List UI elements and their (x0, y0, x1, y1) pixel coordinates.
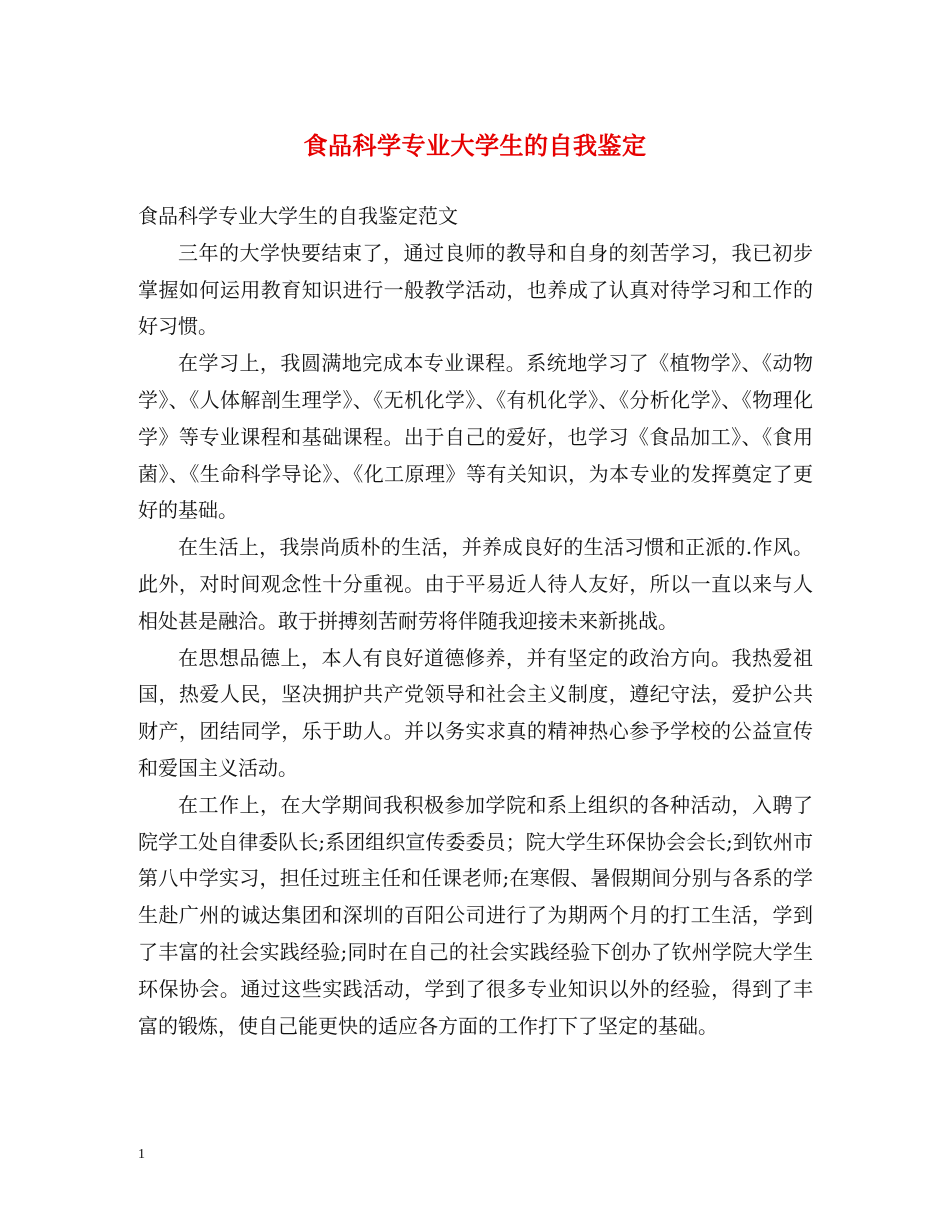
paragraph-morality: 在思想品德上，本人有良好道德修养，并有坚定的政治方向。我热爱祖国，热爱人民，坚决拥护共产党领导和社会主义制度，遵纪守法，爱护公共财产，团结同学，乐于助人。并以务实求真的精神热心参予学校的公益宣传和爱国主义活动。 (138, 645, 813, 780)
page-number: 1 (138, 1147, 145, 1162)
document-subtitle: 食品科学专业大学生的自我鉴定范文 (138, 204, 458, 228)
paragraph-life: 在生活上，我崇尚质朴的生活，并养成良好的生活习惯和正派的.作风。此外，对时间观念性十分重视。由于平易近人待人友好，所以一直以来与人相处甚是融洽。敢于拼搏刻苦耐劳将伴随我迎接未来新挑战。 (138, 535, 813, 633)
paragraph-intro: 三年的大学快要结束了，通过良师的教导和自身的刻苦学习，我已初步掌握如何运用教育知识进行一般教学活动，也养成了认真对待学习和工作的好习惯。 (138, 240, 813, 339)
paragraph-study: 在学习上，我圆满地完成本专业课程。系统地学习了《植物学》、《动物学》、《人体解剖生理学》、《无机化学》、《有机化学》、《分析化学》、《物理化学》等专业课程和基础课程。出于自己的爱好，也学习《食品加工》、《食用菌》、《生命科学导论》、《化工原理》等有关知识，为本专业的发挥奠定了更好的基础。 (138, 351, 813, 523)
paragraph-work: 在工作上，在大学期间我积极参加学院和系上组织的各种活动，入聘了院学工处自律委队长;系团组织宣传委委员；院大学生环保协会会长;到钦州市第八中学实习，担任过班主任和任课老师;在寒假、暑假期间分别与各系的学生赴广州的诚达集团和深圳的百阳公司进行了为期两个月的打工生活，学到了丰富的社会实践经验;同时在自己的社会实践经验下创办了钦州学院大学生环保协会。通过这些实践活动，学到了很多专业知识以外的经验，得到了丰富的锻炼，使自己能更快的适应各方面的工作打下了坚定的基础。 (138, 792, 813, 1038)
document-body (138, 198, 813, 1044)
document-title: 食品科学专业大学生的自我鉴定 (303, 131, 647, 160)
